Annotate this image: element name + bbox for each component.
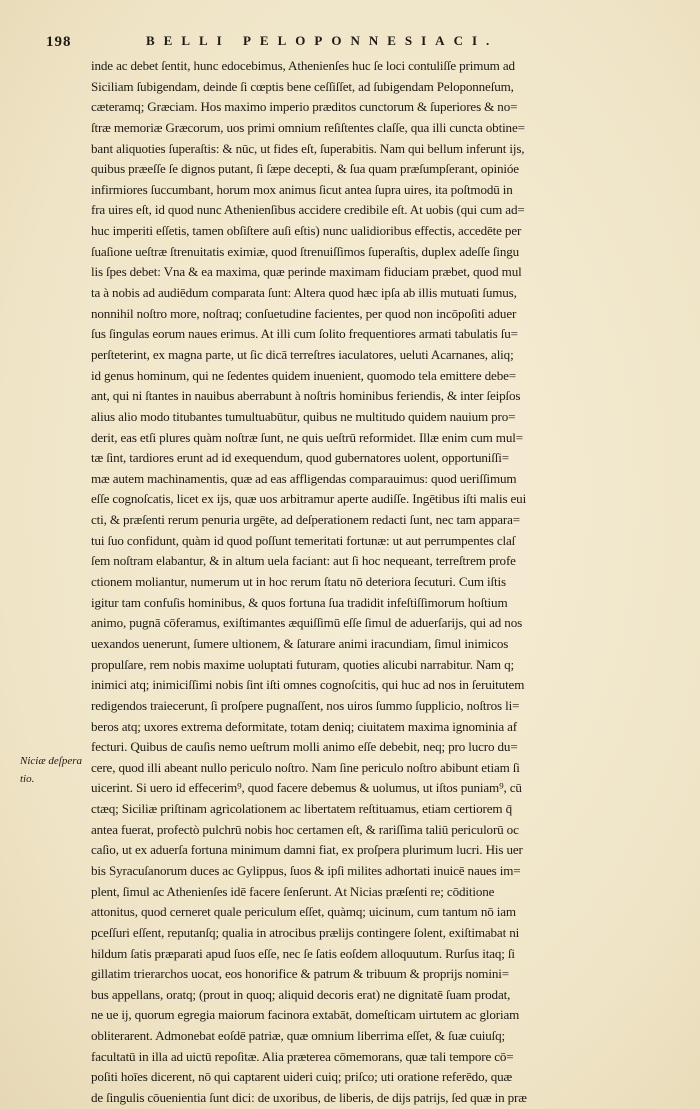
text-line: attonitus, quod cerneret quale periculum eſſet, quàmq; uicinum, cum tantum nō iam (91, 904, 516, 920)
text-line: hildum ſatis præparati apud ſuos eſſe, nec ſe ſatis eoſdem alloquutum. Rurſus itaq; ſi (91, 945, 515, 961)
text-line: cæteramq; Græciam. Hos maximo imperio præditos cunctorum & ſuperiores & no= (91, 99, 518, 115)
text-line: ſtræ memoriæ Græcorum, uos primi omnium reſiſtentes claſſe, qua illi cuncta obtine= (91, 119, 525, 135)
text-line: inde ac debet ſentit, hunc edocebimus, Athenienſes huc ſe loci contuliſſe primum ad (91, 58, 515, 73)
text-line: ſem noſtram elabantur, & in altum uela faciant: aut ſi hoc nequeant, terreſtrem profe (91, 553, 516, 569)
text-line: infirmiores ſuccumbant, horum mox animus ſicut antea ſupra uires, ita poſtmodū in (91, 181, 513, 197)
page-number: 198 (46, 34, 72, 50)
text-line: tui ſuo confidunt, quàm id quod poſſunt temeritati fortunæ: ut aut perrumpentes claſ (91, 532, 516, 548)
text-line: animo, pugnā cōferamus, exiſtimantes æquiſſimū eſſe ſimul de aduerſarijs, qui ad nos (91, 615, 523, 631)
text-line: facultatū in illa ad uictū repoſitæ. Alia præterea cōmemorans, quæ tali tempore cō= (91, 1048, 514, 1064)
marginal-note-line: tio. (20, 773, 35, 785)
text-line: uexandos uenerunt, ſumere ultionem, & ſaturare animi iracundiam, ſimul inimicos (91, 635, 509, 651)
text-line: poſiti hoīes dicerent, nō qui captarent uideri cuiq; priſco; uti oratione referēdo, quæ (91, 1069, 513, 1085)
text-line: beros atq; uxores extrema deformitate, totam deniq; ciuitatem maxima ignominia af (91, 718, 517, 734)
text-line: redigendos traiecerunt, ſi proſpere pugnaſſent, nos uiros ſummo ſupplicio, noſtros li= (91, 697, 520, 713)
text-line: tæ ſint, tardiores erunt ad id exequendum, quod gubernatores uolent, opportuniſſi= (91, 450, 509, 466)
text-line: derit, eas etſi plures quàm noſtræ ſunt, ne quis ueſtrū reformidet. Illæ enim cum mul= (91, 429, 523, 445)
text-line: quibus præeſſe ſe dignos putant, ſi ſæpe decepti, & ſua quam præſumpſerant, opinióe (91, 161, 519, 177)
text-line: ta à nobis ad audiēdum comparata ſunt: Altera quod hæc ipſa ab illis mutuati ſumus, (91, 285, 517, 301)
text-line: fecturi. Quibus de cauſis nemo ueſtrum molli animo eſſe debebit, neq; pro lucro du= (91, 739, 518, 755)
marginal-note-line: Niciæ deſpera (20, 755, 83, 767)
text-line: Siciliam ſubigendam, deinde ſi cœptis bene ceſſiſſet, ad ſubigendam Peloponneſum, (91, 78, 514, 94)
text-line: ctionem moliantur, numerum ut in hoc rerum ſtatu nō deteriora ſecuturi. Cum iſtis (91, 574, 506, 590)
text-line: alius alio modo titubantes tumultuabūtur, quibus ne multitudo quidem nauium pro= (91, 408, 516, 424)
text-line: ſuaſione ueſtræ ſtrenuitatis eximiæ, quod ſtrenuiſſimos ſuperaſtis, duplex adeſſe ſingu (91, 243, 520, 259)
text-line: id genus hominum, qui ne ſedentes quidem inuenient, quomodo tela emittere debe= (91, 367, 516, 383)
text-line: huc imperiti eſſetis, tamen obſiſtere auſi eſtis) nunc ualidioribus effectis, accedēte per (91, 223, 522, 239)
text-line: cti, & præſenti rerum penuria urgēte, ad deſperationem redacti ſunt, nec tam appara= (91, 512, 521, 528)
text-line: bant aliquoties ſuperaſtis: & nūc, ut fides eſt, ſuperabitis. Nam qui bellum inferunt ijs, (91, 140, 525, 156)
text-line: bis Syracuſanorum duces ac Gylippus, ſuos & ipſi milites adhortati inuicē naues im= (91, 862, 521, 878)
running-head: BELLI PELOPONNESIACI. (146, 33, 499, 48)
body-text (91, 56, 639, 1109)
text-line: uicerint. Si uero id effecerim⁹, quod facere debemus & uolumus, ut iſtos puniam⁹, cū (91, 780, 522, 796)
text-line: fra uires eſt, id quod nunc Athenienſibus accidere credibile eſt. At uobis (qui cum ad= (91, 202, 525, 218)
text-line: eſſe cognoſcatis, licet ex ijs, quæ uos arbitramur aperte audiſſe. Ingētibus iſti malis eui (91, 491, 527, 507)
text-line: caſio, ut ex aduerſa fortuna minimum damni fiat, ex proſpera plurimum lucri. His uer (91, 842, 523, 858)
marginal-note (20, 752, 90, 788)
text-line: igitur tam confuſis hominibus, & quos fortuna ſua tradidit infeſtiſſimorum hoſtium (91, 594, 508, 610)
text-line: ne ue ij, quorum egregia maiorum facinora extabāt, domeſticam uirtutem ac gloriam (91, 1007, 520, 1023)
text-line: de ſingulis cōuenientia ſunt dici: de uxoribus, de liberis, de dijs patrijs, ſed quæ in præ (91, 1090, 527, 1106)
text-line: plent, ſimul ac Athenienſes idē facere ſenſerunt. At Nicias præſenti re; cōditione (91, 883, 495, 899)
text-line: ant, qui ni ſtantes in nauibus aberrabunt à noſtris hominibus feriendis, & inter ſeipſos (91, 388, 521, 404)
text-line: pceſſuri eſſent, reputanſq; qualia in atrocibus prælijs contingere ſolent, exiſtimabat ni (91, 924, 520, 940)
text-line: gillatim trierarchos uocat, eos honorifice & patrum & tribuum & proprijs nomini= (91, 966, 509, 982)
text-line: nonnihil noſtro more, noſtraq; conſuetudine facientes, per quod non incōpoſiti aduer (91, 305, 517, 321)
text-line: obliterarent. Admonebat eoſdē patriæ, quæ omnium liberrima eſſet, & ſuæ cuiuſq; (91, 1028, 505, 1044)
text-line: perſteterint, ex magna parte, ut ſic dicā terreſtres iaculatores, ueluti Acarnanes, aliq; (91, 346, 514, 362)
text-line: cere, quod illi abeant nullo periculo noſtro. Nam ſine periculo noſtro abibunt etiam ſi (91, 759, 520, 775)
text-line: antea fuerat, profectò pulchrū nobis hoc certamen eſt, & rariſſima taliū periculorū oc (91, 821, 519, 837)
text-line: inimici atq; inimiciſſimi nobis ſint iſti omnes cognoſcitis, qui huc ad nos in ſeruitutem (91, 677, 525, 693)
text-line: bus appellans, oratq; (prout in quoq; aliquid decoris erat) ne dignitatē ſuam prodat, (91, 986, 511, 1002)
text-line: ctæq; Siciliæ priſtinam agricolationem ac libertatem reſtituamus, etiam certiorem q̄ (91, 801, 512, 817)
text-line: mæ autem machinamentis, quæ ad eas affligendas comparauimus: quod ueriſſimum (91, 470, 517, 486)
text-line: propulſare, rem nobis maxime uoluptati futuram, quoties alicubi narrabitur. Nam q; (91, 656, 514, 672)
text-line: lis ſpes debet: Vna & ea maxima, quæ perinde maximam fiduciam præbet, quod mul (91, 264, 522, 280)
text-line: ſus ſingulas eorum naues erimus. At illi cum ſolito frequentiores armati tabulatis ſu= (91, 326, 518, 342)
